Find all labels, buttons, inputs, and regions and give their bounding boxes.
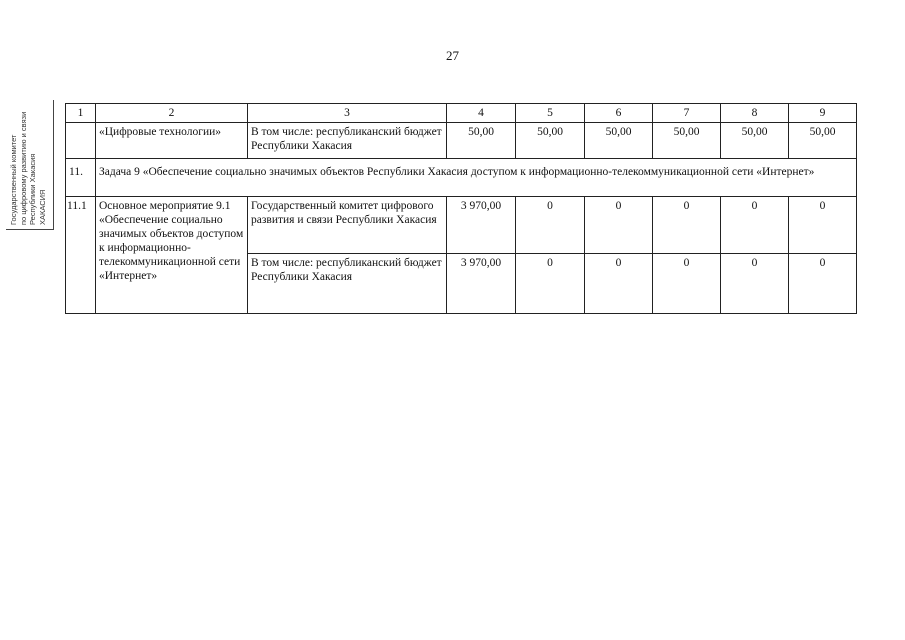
value-cell: 0: [653, 254, 721, 314]
value-cell: 0: [516, 254, 585, 314]
value-cell: 0: [789, 197, 857, 254]
value-cell: 0: [585, 197, 653, 254]
value-cell: 0: [516, 197, 585, 254]
program-table: [65, 103, 857, 314]
value-cell: 3 970,00: [447, 197, 516, 254]
header-cell: 9: [789, 104, 857, 123]
value-cell: 50,00: [516, 123, 585, 159]
row-number-cell: [66, 123, 96, 159]
value-cell: 0: [585, 254, 653, 314]
header-cell: 7: [653, 104, 721, 123]
stamp-line: ХАКАСИЯ: [37, 189, 47, 225]
header-cell: 4: [447, 104, 516, 123]
header-cell: 5: [516, 104, 585, 123]
value-cell: 50,00: [653, 123, 721, 159]
task-number-cell: 11.: [66, 159, 96, 197]
value-cell: 50,00: [585, 123, 653, 159]
value-cell: 50,00: [721, 123, 789, 159]
header-row: [66, 104, 857, 123]
value-cell: 50,00: [447, 123, 516, 159]
header-cell: 3: [248, 104, 447, 123]
program-name-cell: «Цифровые технологии»: [96, 123, 248, 159]
header-cell: 8: [721, 104, 789, 123]
measure-name-cell: Основное мероприятие 9.1 «Обеспечение социально значимых объектов доступом к информационно-телекоммуникационной сети «Интернет»: [96, 197, 248, 314]
value-cell: 0: [721, 254, 789, 314]
header-cell: 6: [585, 104, 653, 123]
stamp-line: Государственный комитет: [9, 134, 18, 225]
table-row: [66, 197, 857, 254]
executor-cell: Государственный комитет цифрового развития и связи Республики Хакасия: [248, 197, 447, 254]
page-number: 27: [446, 48, 459, 63]
value-cell: 50,00: [789, 123, 857, 159]
header-cell: 1: [66, 104, 96, 123]
registration-stamp: [6, 100, 54, 230]
stamp-line: по цифровому развитию и связи: [18, 111, 28, 225]
value-cell: 0: [653, 197, 721, 254]
executor-cell: В том числе: республиканский бюджет Республики Хакасия: [248, 123, 447, 159]
value-cell: 0: [721, 197, 789, 254]
row-number-cell: 11.1: [66, 197, 96, 314]
value-cell: 0: [789, 254, 857, 314]
task-title-cell: Задача 9 «Обеспечение социально значимых объектов Республики Хакасия доступом к информационно-телекоммуникационной сети «Интернет»: [96, 159, 857, 197]
executor-cell: В том числе: республиканский бюджет Республики Хакасия: [248, 254, 447, 314]
table-row: [66, 123, 857, 159]
header-cell: 2: [96, 104, 248, 123]
value-cell: 3 970,00: [447, 254, 516, 314]
task-row: [66, 159, 857, 197]
stamp-line: Республики Хакасия: [28, 153, 37, 225]
